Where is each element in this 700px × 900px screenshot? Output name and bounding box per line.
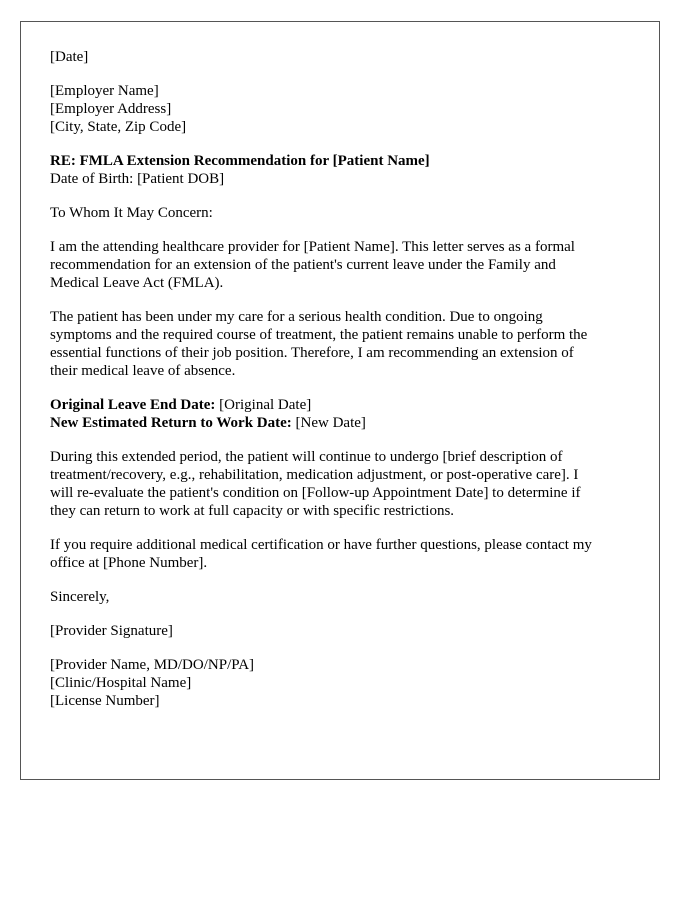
original-leave-value: [Original Date]: [215, 397, 312, 413]
new-return-line: [50, 414, 640, 432]
paragraph-line: will re-evaluate the patient's condition on [Follow-up Appointment Date] to determine if: [50, 485, 581, 501]
paragraph-line: Medical Leave Act (FMLA).: [50, 275, 224, 291]
paragraph-line: I am the attending healthcare provider for [Patient Name]. This letter serves as a formal: [50, 239, 575, 255]
letter-date: [Date]: [50, 49, 89, 65]
closing: Sincerely,: [50, 589, 110, 605]
letter-frame: [20, 21, 660, 780]
paragraph-line: office at [Phone Number].: [50, 555, 208, 571]
salutation: To Whom It May Concern:: [50, 205, 213, 221]
leave-dates-block: [50, 396, 640, 432]
paragraph-contact: [50, 536, 640, 572]
provider-block: [50, 656, 640, 710]
paragraph-line: The patient has been under my care for a serious health condition. Due to ongoing: [50, 309, 543, 325]
employer-block: [50, 82, 640, 136]
new-return-label: New Estimated Return to Work Date:: [50, 415, 292, 431]
salutation-block: [50, 204, 640, 222]
provider-signature: [Provider Signature]: [50, 623, 173, 639]
paragraph-line: During this extended period, the patient will continue to undergo [brief description of: [50, 449, 563, 465]
paragraph-line: recommendation for an extension of the patient's current leave under the Family and: [50, 257, 556, 273]
date-block: [50, 48, 640, 66]
provider-name: [Provider Name, MD/DO/NP/PA]: [50, 657, 255, 673]
paragraph-intro: [50, 238, 640, 292]
paragraph-line: treatment/recovery, e.g., rehabilitation, medication adjustment, or post-operative care]. I: [50, 467, 579, 483]
dob-line: Date of Birth: [Patient DOB]: [50, 171, 225, 187]
employer-name: [Employer Name]: [50, 83, 159, 99]
closing-block: [50, 588, 640, 606]
original-leave-line: [50, 396, 640, 414]
employer-city-state-zip: [City, State, Zip Code]: [50, 119, 187, 135]
new-return-value: [New Date]: [291, 415, 366, 431]
license-number: [License Number]: [50, 693, 160, 709]
paragraph-line: they can return to work at full capacity or with specific restrictions.: [50, 503, 455, 519]
paragraph-treatment: [50, 448, 640, 520]
subject-block: [50, 152, 640, 188]
clinic-name: [Clinic/Hospital Name]: [50, 675, 192, 691]
employer-address: [Employer Address]: [50, 101, 172, 117]
original-leave-label: Original Leave End Date:: [50, 397, 216, 413]
paragraph-line: If you require additional medical certification or have further questions, please contact my: [50, 537, 592, 553]
paragraph-line: essential functions of their job position. Therefore, I am recommending an extension of: [50, 345, 574, 361]
paragraph-line: their medical leave of absence.: [50, 363, 236, 379]
letter-body: [50, 48, 640, 726]
paragraph-line: symptoms and the required course of treatment, the patient remains unable to perform the: [50, 327, 588, 343]
re-line: RE: FMLA Extension Recommendation for [Patient Name]: [50, 153, 430, 169]
paragraph-condition: [50, 308, 640, 380]
signature-block: [50, 622, 640, 640]
